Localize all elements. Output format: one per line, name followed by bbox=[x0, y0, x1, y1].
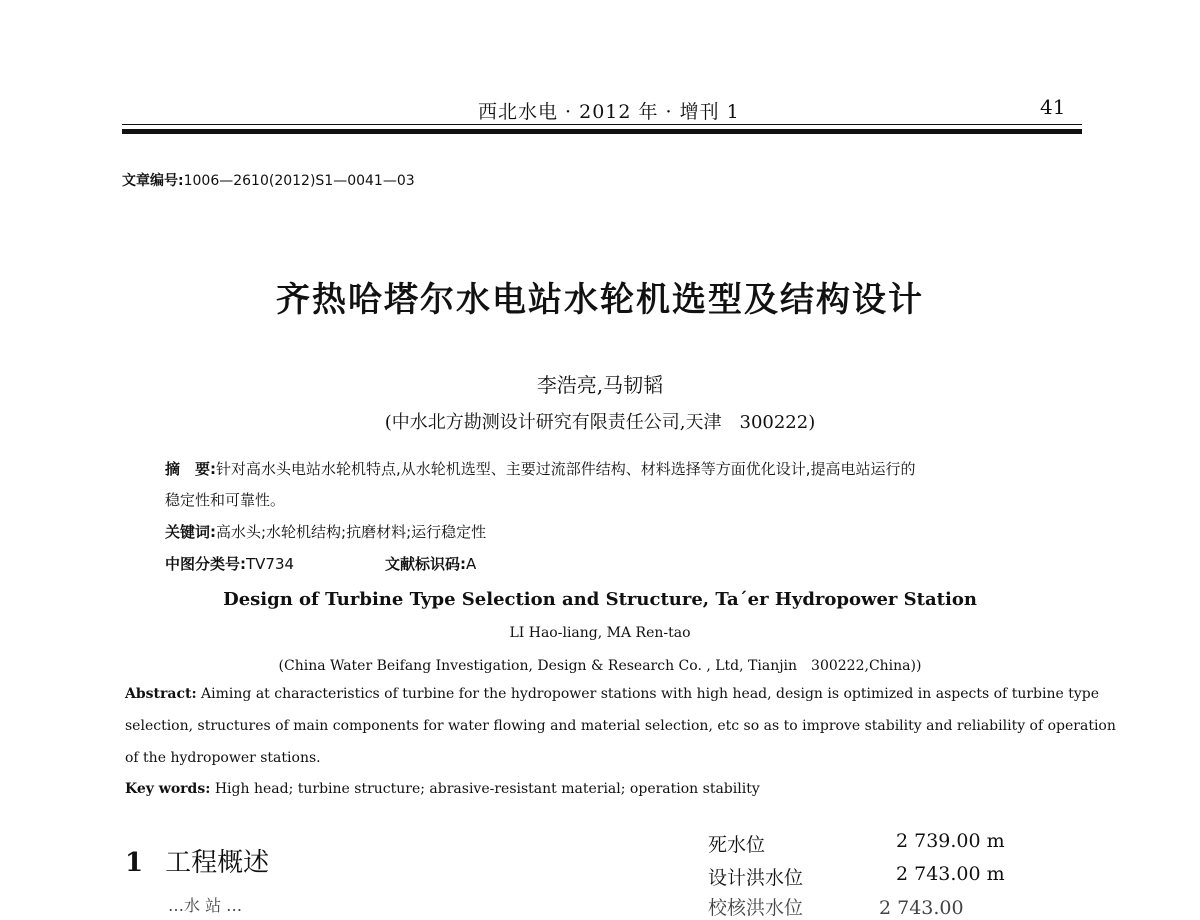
english-abstract-line-1 bbox=[125, 686, 1099, 702]
chinese-abstract-label: 摘 要: bbox=[165, 460, 216, 478]
chinese-abstract-line-1 bbox=[165, 458, 916, 479]
classification-number bbox=[165, 553, 294, 574]
document-code-value: A bbox=[466, 555, 477, 573]
chinese-title: 齐热哈塔尔水电站水轮机选型及结构设计 bbox=[276, 280, 924, 320]
english-abstract-line-2: selection, structures of main components for water flowing and material selection, etc so as to improve stability and reliability of operation bbox=[125, 718, 1116, 734]
water-level-value: 2 739.00 m bbox=[896, 830, 1005, 852]
header-rule-thin bbox=[122, 124, 1082, 125]
water-level-cut-row: 校核洪水位 2 743.00 bbox=[708, 897, 964, 919]
chinese-abstract-line-2: 稳定性和可靠性。 bbox=[165, 491, 286, 509]
article-number-label: 文章编号: bbox=[122, 173, 184, 189]
chinese-keywords-label: 关键词: bbox=[165, 523, 216, 541]
classification-label: 中图分类号: bbox=[165, 555, 246, 573]
english-affiliation: (China Water Beifang Investigation, Design & Research Co. , Ltd, Tianjin 300222,China)) bbox=[278, 658, 922, 674]
english-keywords-label: Key words: bbox=[125, 781, 211, 797]
water-level-label: 设计洪水位 bbox=[708, 867, 804, 889]
chinese-keywords bbox=[165, 521, 486, 542]
article-number bbox=[122, 170, 415, 190]
classification-value: TV734 bbox=[246, 555, 295, 573]
water-level-value: 2 743.00 m bbox=[896, 863, 1005, 885]
section-body-cut: …水 站 … bbox=[168, 896, 243, 915]
english-authors: LI Hao-liang, MA Ren-tao bbox=[509, 625, 691, 641]
document-code-label: 文献标识码: bbox=[385, 555, 466, 573]
water-level-label: 死水位 bbox=[708, 834, 766, 856]
chinese-affiliation: (中水北方勘测设计研究有限责任公司,天津 300222) bbox=[384, 412, 816, 433]
english-abstract-line-3: of the hydropower stations. bbox=[125, 750, 321, 766]
english-title: Design of Turbine Type Selection and Structure, Ta´er Hydropower Station bbox=[223, 589, 977, 610]
english-abstract-text-1: Aiming at characteristics of turbine for the hydropower stations with high head, design is optimized in aspects of turbine type bbox=[196, 686, 1100, 702]
page-number: 41 bbox=[1040, 95, 1066, 119]
journal-header: 西北水电 · 2012 年 · 增刊 1 bbox=[478, 101, 740, 123]
english-keywords bbox=[125, 781, 760, 797]
chinese-abstract-text-1: 针对高水头电站水轮机特点,从水轮机选型、主要过流部件结构、材料选择等方面优化设计,提高电站运行的 bbox=[216, 460, 916, 478]
chinese-keywords-text: 高水头;水轮机结构;抗磨材料;运行稳定性 bbox=[216, 523, 487, 541]
section-number: 1 bbox=[125, 848, 144, 878]
english-keywords-text: High head; turbine structure; abrasive-resistant material; operation stability bbox=[210, 781, 760, 797]
document-code bbox=[385, 553, 476, 574]
chinese-authors: 李浩亮,马韧韬 bbox=[536, 373, 664, 397]
section-heading bbox=[125, 842, 269, 879]
section-title: 工程概述 bbox=[165, 848, 270, 878]
english-abstract-label: Abstract: bbox=[125, 686, 197, 702]
article-number-value: 1006—2610(2012)S1—0041—03 bbox=[183, 173, 415, 189]
header-rule-thick bbox=[122, 129, 1082, 134]
